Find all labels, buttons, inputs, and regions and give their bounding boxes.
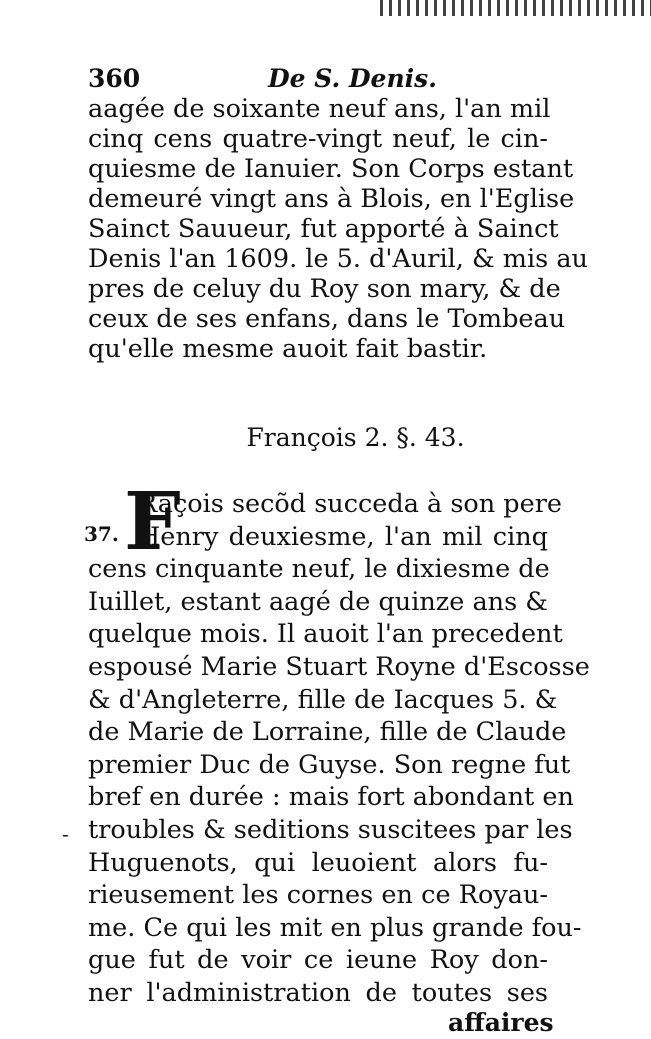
- paragraph-2: [88, 474, 590, 1010]
- text-line: premier Duc de Guyse. Son regne fut: [88, 749, 571, 780]
- text-line: de Marie de Lorraine, fille de Claude: [88, 717, 567, 748]
- drop-cap: F: [124, 474, 181, 568]
- text-line: cinq cens quatre-vingt neuf, le cin-: [88, 124, 548, 154]
- text-line: quelque mois. Il auoit l'an precedent: [88, 619, 563, 650]
- text-line: Iuillet, estant aagé de quinze ans &: [88, 586, 548, 617]
- text-line: gue fut de voir ce ieune Roy don-: [88, 945, 548, 976]
- page-number: 360: [88, 64, 141, 93]
- text-line: pres de celuy du Roy son mary, & de: [88, 274, 561, 304]
- text-line: rieusement les cornes en ce Royau-: [88, 880, 548, 911]
- text-line: espousé Marie Stuart Royne d'Escosse: [88, 651, 590, 682]
- text-line: quiesme de Ianuier. Son Corps estant: [88, 154, 574, 184]
- text-line: Henry deuxiesme, l'an mil cinq: [138, 521, 548, 552]
- scan-edge-artifact: [380, 0, 651, 16]
- text-line: aagée de soixante neuf ans, l'an mil: [88, 94, 551, 124]
- text-line: demeuré vingt ans à Blois, en l'Eglise: [88, 184, 575, 214]
- text-line: & d'Angleterre, fille de Iacques 5. &: [88, 684, 558, 715]
- text-line: Sainct Sauueur, fut apporté à Sainct: [88, 214, 559, 244]
- running-head: De S. Denis.: [268, 64, 437, 93]
- margin-number: 37.: [84, 522, 119, 546]
- text-line: Denis l'an 1609. le 5. d'Auril, & mis au: [88, 244, 588, 274]
- text-line: Huguenots, qui leuoient alors fu-: [88, 847, 548, 878]
- section-title: François 2. §. 43.: [246, 423, 465, 452]
- text-line: troubles & seditions suscitees par les: [88, 814, 573, 845]
- text-line: me. Ce qui les mit en plus grande fou-: [88, 912, 582, 943]
- text-line: ner l'administration de toutes ses: [88, 977, 548, 1008]
- page-header: [88, 64, 437, 94]
- catchword: affaires: [448, 1008, 554, 1037]
- text-line: qu'elle mesme auoit fait bastir.: [88, 334, 488, 364]
- text-line: ceux de ses enfans, dans le Tombeau: [88, 304, 566, 334]
- text-line: cens cinquante neuf, le dixiesme de: [88, 554, 550, 585]
- text-line: bref en durée : mais fort abondant en: [88, 782, 574, 813]
- paragraph-1: [88, 94, 588, 364]
- margin-dash: -: [62, 822, 69, 846]
- text-line: Rãçois secõd succeda à son pere: [138, 489, 562, 519]
